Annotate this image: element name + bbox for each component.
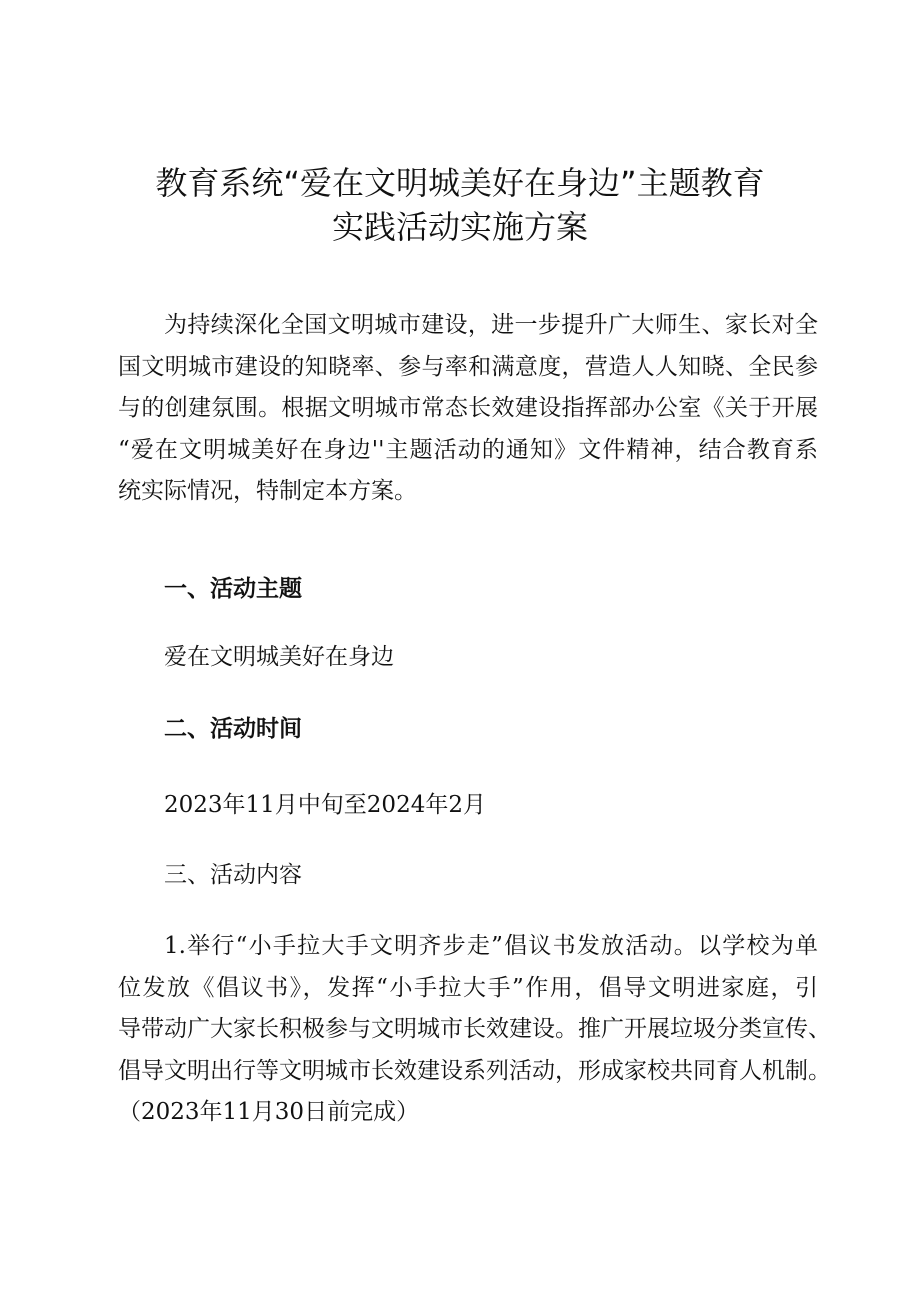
intro-line: 国文明城市建设的知晓率、参与率和满意度，营造人人知晓、全民参 [118, 353, 818, 380]
intro-line: “爱在文明城美好在身边''主题活动的通知》文件精神，结合教育系 [118, 436, 818, 463]
intro-line: 与的创建氛围。根据文明城市常态长效建设指挥部办公室《关于开展 [118, 395, 818, 421]
document-title-line-1: 教育系统“爱在文明城美好在身边”主题教育 [155, 164, 765, 202]
section-3-item-1 [118, 926, 831, 1134]
section-1-content: 爱在文明城美好在身边 [164, 644, 394, 670]
section-3-heading: 三、活动内容 [164, 862, 302, 888]
section-2-heading: 二、活动时间 [164, 716, 302, 742]
item-1-line: 1.举行“小手拉大手文明齐步走”倡议书发放活动。以学校为单 [164, 933, 818, 959]
item-1-line: 倡导文明出行等文明城市长效建设系列活动，形成家校共同育人机制。 [118, 1057, 831, 1084]
intro-line: 统实际情况，特制定本方案。 [118, 478, 417, 504]
document-title-line-2: 实践活动实施方案 [331, 208, 588, 246]
section-2-content: 2023年11月中旬至2024年2月 [164, 792, 486, 818]
intro-paragraph [118, 305, 818, 513]
intro-line: 为持续深化全国文明城市建设，进一步提升广大师生、家长对全 [164, 312, 818, 338]
item-1-line: （2023年11月30日前完成） [118, 1099, 420, 1125]
section-1-heading: 一、活动主题 [164, 576, 302, 602]
item-1-line: 导带动广大家长积极参与文明城市长效建设。推广开展垃圾分类宣传、 [118, 1016, 831, 1042]
item-1-line: 位发放《倡议书》，发挥“小手拉大手”作用，倡导文明进家庭，引 [118, 974, 818, 1001]
